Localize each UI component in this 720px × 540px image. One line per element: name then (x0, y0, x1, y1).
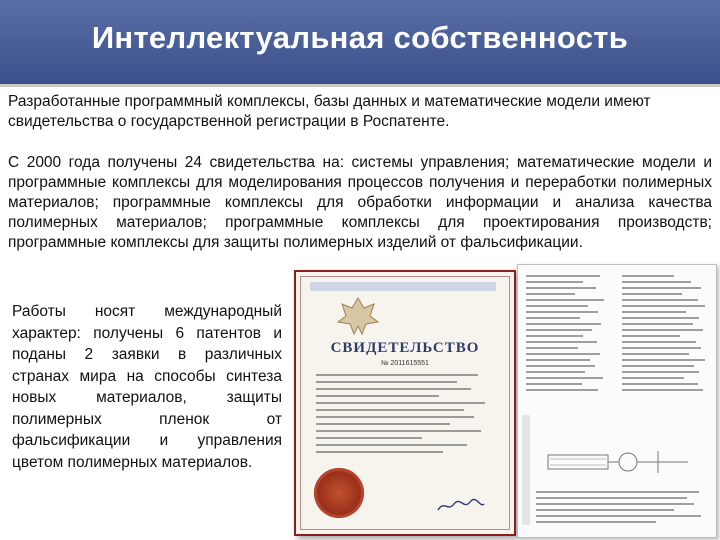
slide-title: Интеллектуальная собственность (91, 20, 629, 55)
patent-side-strip (522, 415, 530, 525)
seal-icon (314, 468, 364, 518)
patent-text-bottom (536, 491, 708, 527)
certificate-text-lines (316, 374, 492, 458)
certificate-title: СВИДЕТЕЛЬСТВО (330, 340, 480, 356)
title-divider (0, 84, 720, 87)
certificate-image (294, 270, 516, 536)
title-bar (0, 0, 720, 84)
emblem-icon (334, 294, 382, 338)
patent-document-image (517, 264, 717, 538)
signature-icon (436, 498, 486, 514)
paragraph-certificates: С 2000 года получены 24 свидетельства на: системы управления; математические модели и программные комплексы для моделирования процессов получения и переработки полимерных материалов; программные комплексы для обработки информации и анализа качества полимерных материалов; программные комплексы для проектирования производств; программные комплексы для защиты полимерных изделий от фальсификации. (8, 154, 712, 251)
certificate-header-band (310, 282, 496, 291)
patent-text-column-right (622, 275, 708, 395)
patent-figure-icon (538, 441, 708, 481)
patent-text-column-left (526, 275, 608, 395)
paragraph-patents: Работы носят международный характер: получены 6 патентов и поданы 2 заявки в различных странах мира на способы синтеза новых материалов, защиты полимерных пленок от фальсификации и управления цветом полимерных материалов. (12, 303, 282, 471)
certificate-number: № 2011615551 (381, 360, 429, 367)
paragraph-registration: Разработанные программный комплексы, базы данных и математические модели имеют свидетельства о государственной регистрации в Роспатенте. (8, 93, 651, 130)
